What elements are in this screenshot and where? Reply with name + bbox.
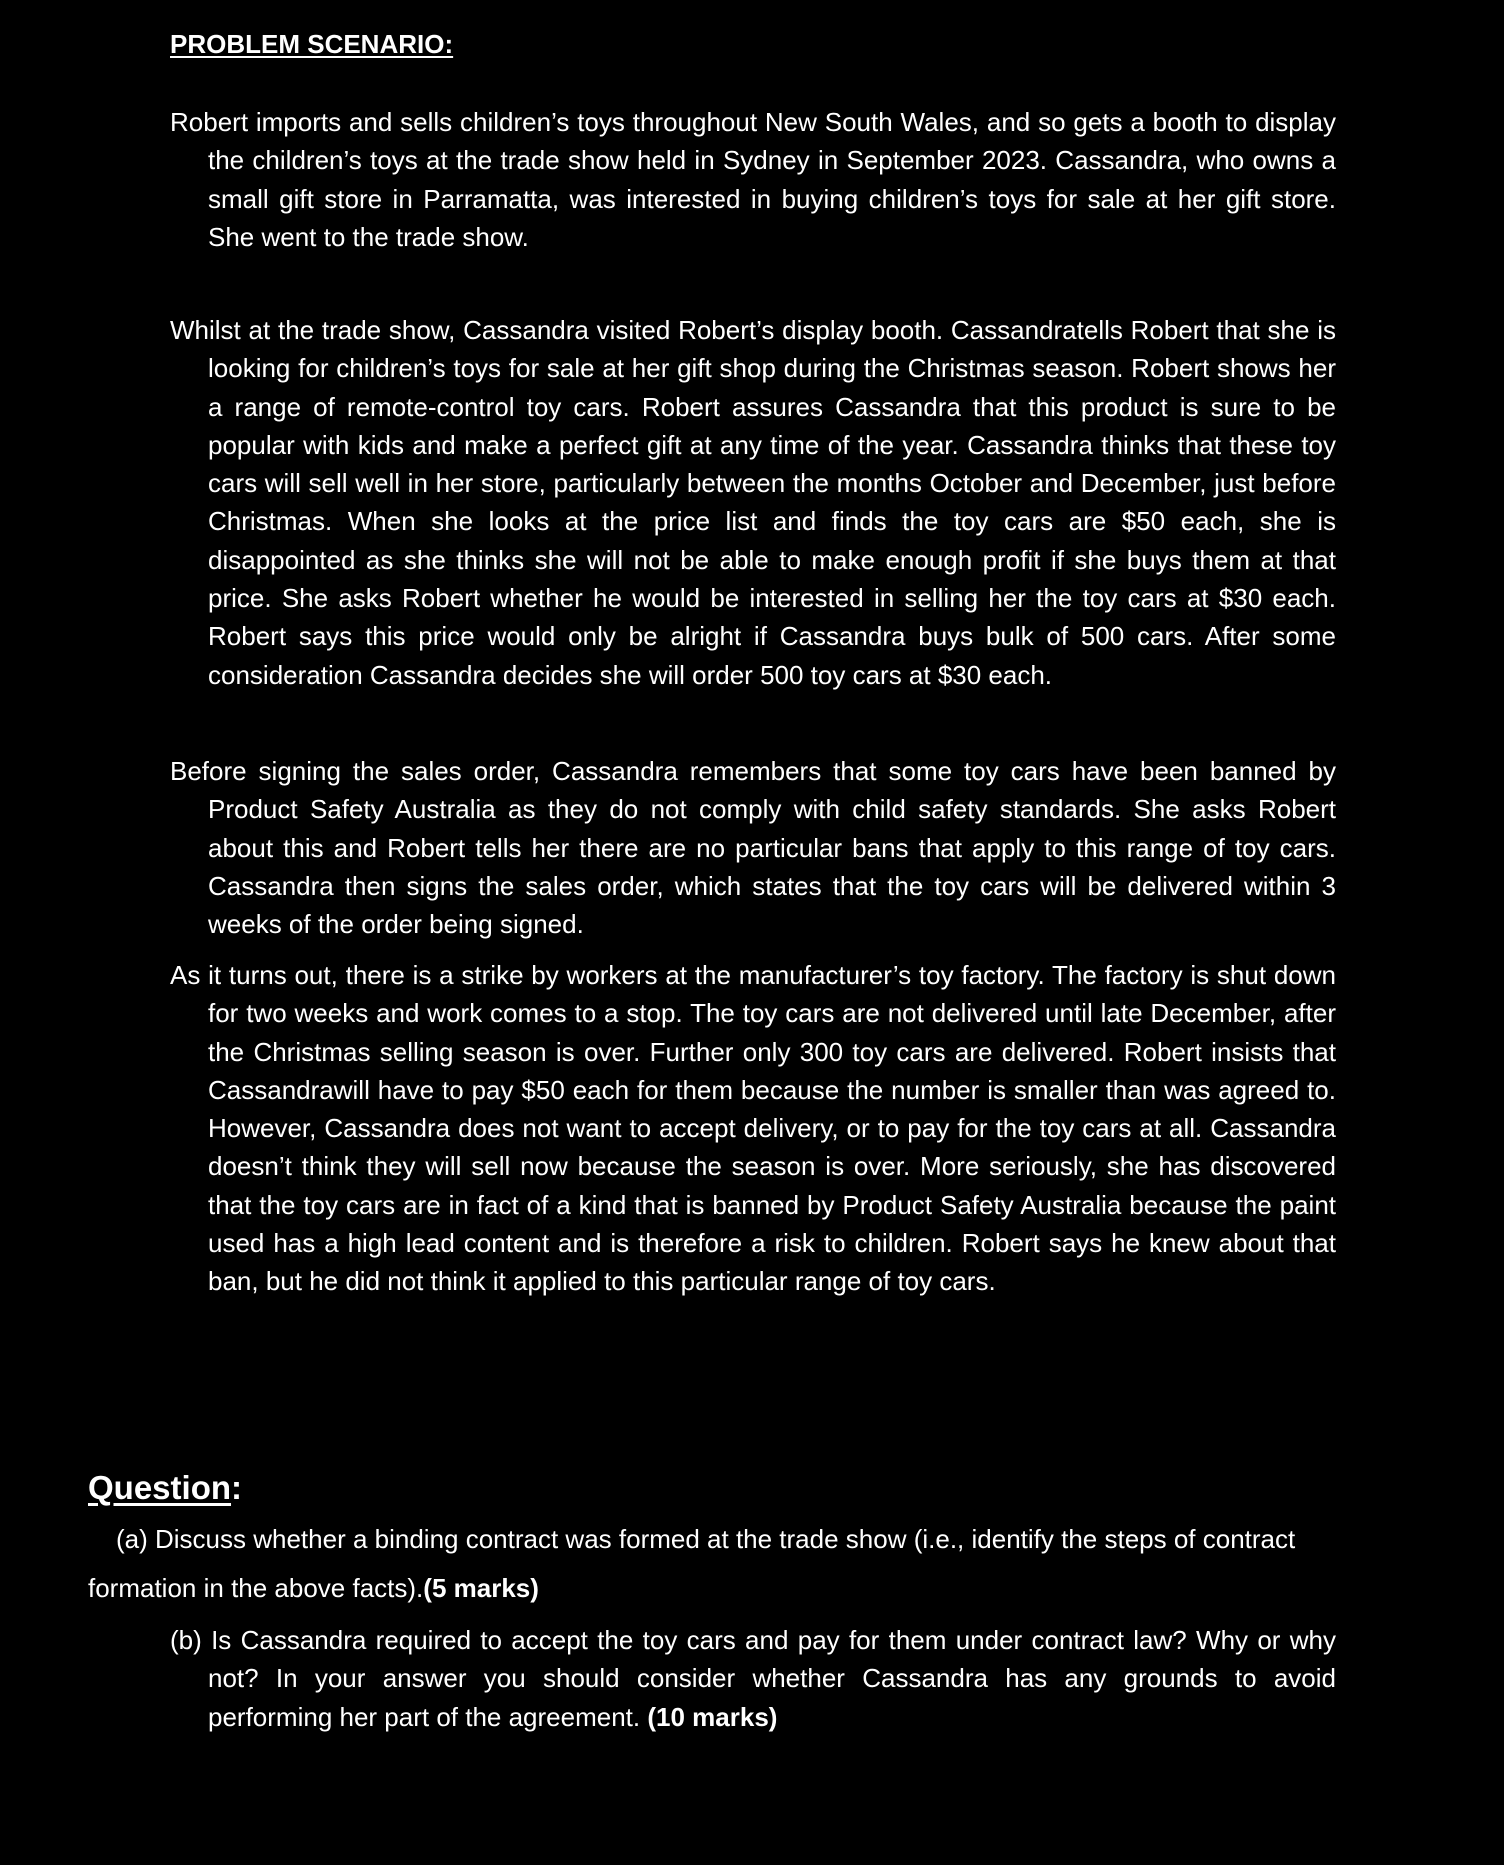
question-b-text: (b) Is Cassandra required to accept the toy cars and pay for them under contract law? Why or why not? In your answer you should consider whether Cassandra has any grounds to avoid performing her part of the agreement.: [170, 1625, 1336, 1732]
question-a: [88, 1515, 1348, 1613]
scenario-paragraph-4: As it turns out, there is a strike by workers at the manufacturer’s toy factory. The factory is shut down for two weeks and work comes to a stop. The toy cars are not delivered until late December, after the Christmas selling season is over. Further only 300 toy cars are delivered. Robert insists that Cassandrawill have to pay $50 each for them because the number is smaller than was agreed to. However, Cassandra does not want to accept delivery, or to pay for the toy cars at all. Cassandra doesn’t think they will sell now because the season is over. More seriously, she has discovered that the toy cars are in fact of a kind that is banned by Product Safety Australia because the paint used has a high lead content and is therefore a risk to children. Robert says he knew about that ban, but he did not think it applied to this particular range of toy cars.: [170, 960, 1336, 1297]
question-b: [170, 1621, 1336, 1736]
question-a-marks: (5 marks): [423, 1573, 539, 1603]
scenario-paragraph-3: Before signing the sales order, Cassandra remembers that some toy cars have been banned by Product Safety Australia as they do not comply with child safety standards. She asks Robert about this and Robert tells her there are no particular bans that apply to this range of toy cars. Cassandra then signs the sales order, which states that the toy cars will be delivered within 3 weeks of the order being signed.: [170, 756, 1336, 940]
scenario-paragraph-2: Whilst at the trade show, Cassandra visited Robert’s display booth. Cassandratells Robert that she is looking for children’s toys for sale at her gift shop during the Christmas season. Robert shows her a range of remote-control toy cars. Robert assures Cassandra that this product is sure to be popular with kids and make a perfect gift at any time of the year. Cassandra thinks that these toy cars will sell well in her store, particularly between the months October and December, just before Christmas. When she looks at the price list and finds the toy cars are $50 each, she is disappointed as she thinks she will not be able to make enough profit if she buys them at that price. She asks Robert whether he would be interested in selling her the toy cars at $30 each. Robert says this price would only be alright if Cassandra buys bulk of 500 cars. After some consideration Cassandra decides she will order 500 toy cars at $30 each.: [170, 315, 1336, 690]
scenario-heading: PROBLEM SCENARIO:: [170, 29, 454, 59]
question-label: Question: [88, 1469, 232, 1506]
question-heading: [88, 1468, 242, 1508]
question-a-text: (a) Discuss whether a binding contract was formed at the trade show (i.e., identify the steps of contract formation in the above facts).: [88, 1524, 1296, 1603]
question-b-marks: (10 marks): [647, 1701, 778, 1732]
scenario-paragraph-1: Robert imports and sells children’s toys throughout New South Wales, and so gets a booth to display the children’s toys at the trade show held in Sydney in September 2023. Cassandra, who owns a small gift store in Parramatta, was interested in buying children’s toys for sale at her gift store. She went to the trade show.: [170, 107, 1336, 252]
question-colon: :: [231, 1469, 243, 1506]
